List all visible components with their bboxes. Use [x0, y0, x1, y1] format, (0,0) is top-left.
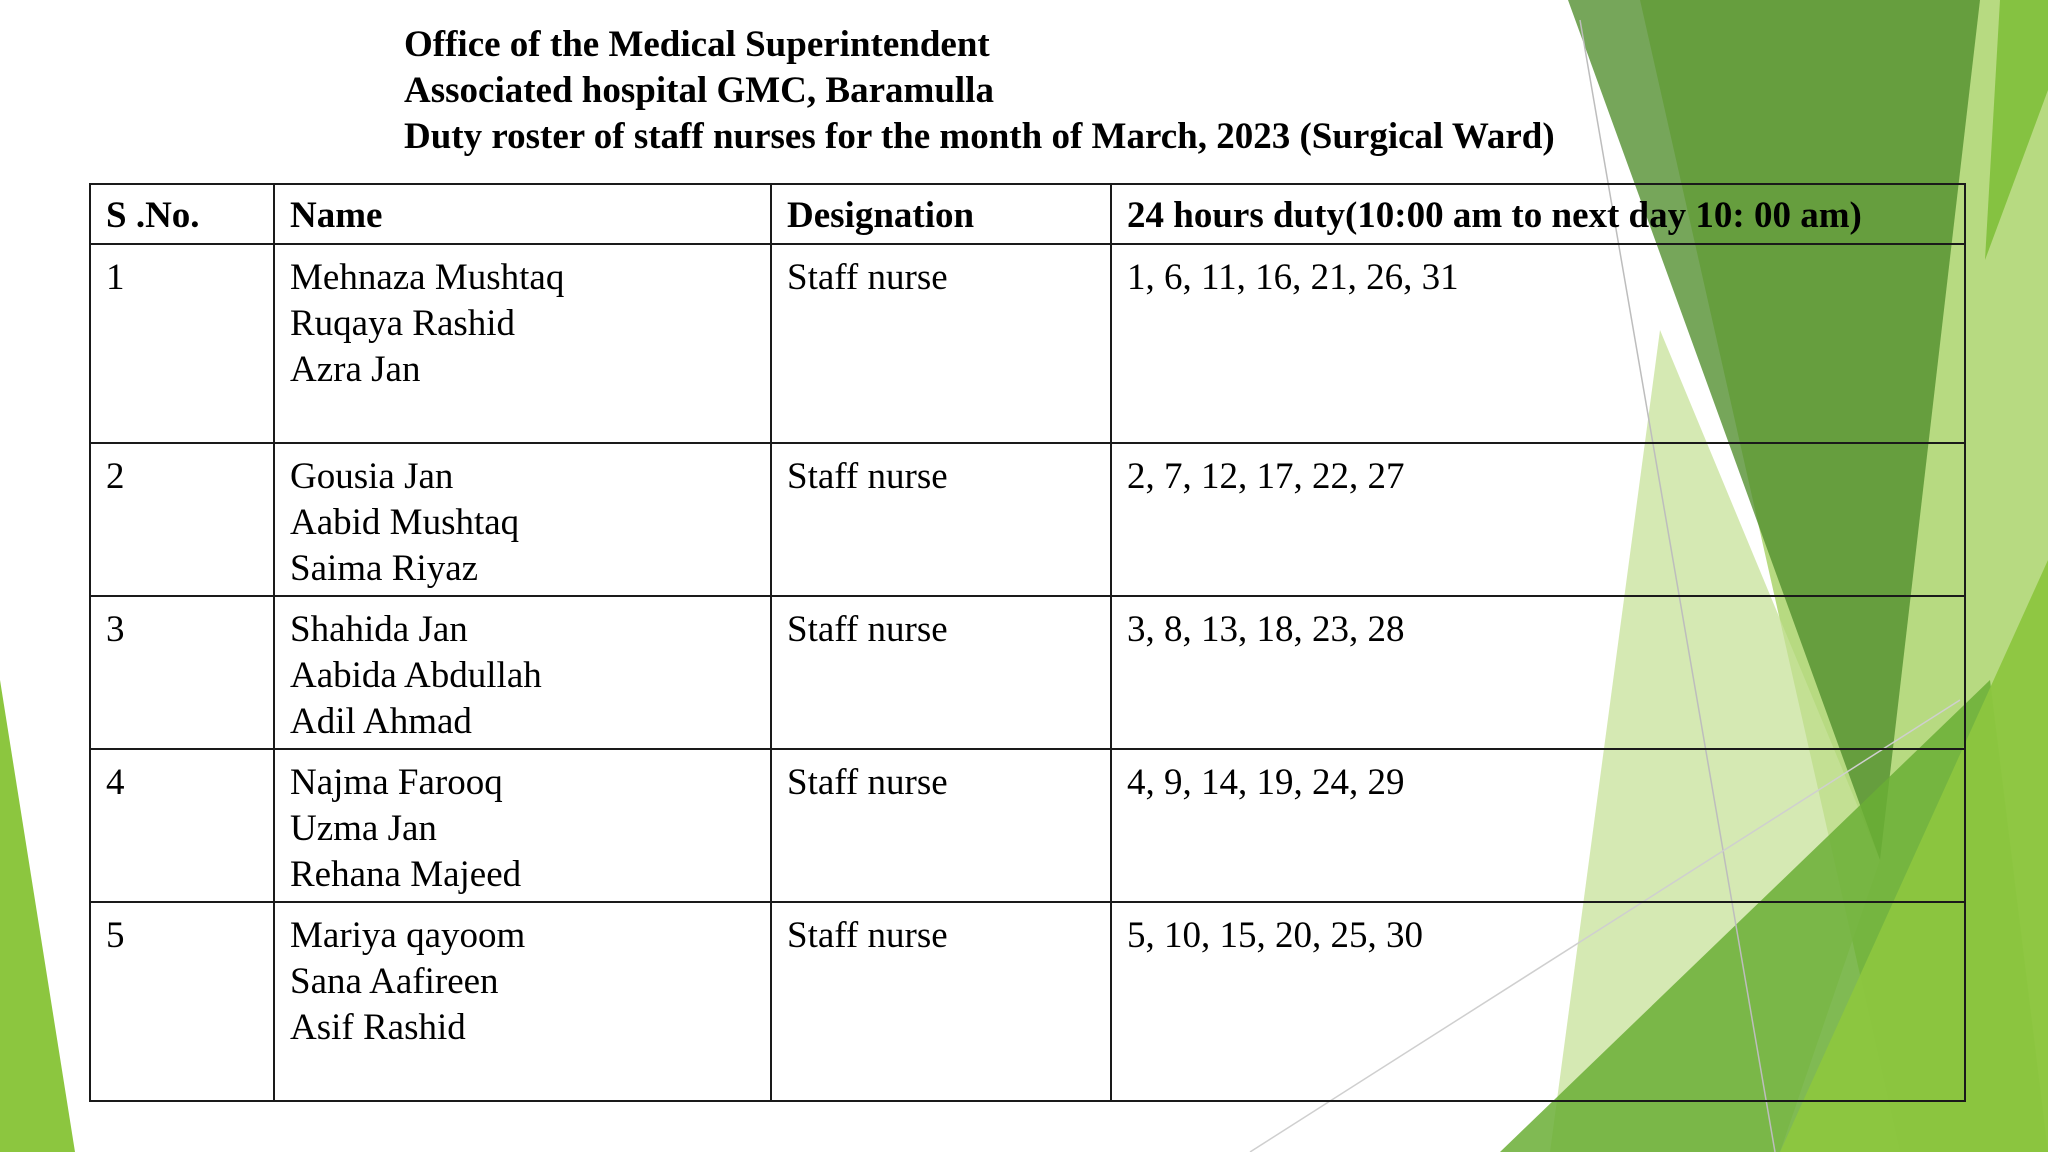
column-header-designation: Designation	[771, 184, 1111, 244]
office-title: Office of the Medical Superintendent	[404, 24, 990, 65]
cell-sno: 4	[90, 749, 274, 902]
column-header-name: Name	[274, 184, 771, 244]
nurse-name: Mariya qayoom	[290, 915, 526, 956]
table-row	[90, 749, 1965, 902]
cell-names	[274, 596, 771, 749]
nurse-name: Sana Aafireen	[290, 961, 499, 1002]
table-header-row	[90, 184, 1965, 244]
cell-designation: Staff nurse	[771, 596, 1111, 749]
column-header-sno: S .No.	[90, 184, 274, 244]
nurse-name: Azra Jan	[290, 349, 421, 390]
nurse-name: Ruqaya Rashid	[290, 303, 516, 344]
cell-designation: Staff nurse	[771, 244, 1111, 443]
cell-sno: 2	[90, 443, 274, 596]
cell-names	[274, 902, 771, 1101]
document-header	[404, 22, 1555, 160]
cell-designation: Staff nurse	[771, 749, 1111, 902]
nurse-name: Rehana Majeed	[290, 854, 522, 895]
nurse-name: Uzma Jan	[290, 808, 437, 849]
cell-sno: 3	[90, 596, 274, 749]
cell-duty-days: 1, 6, 11, 16, 21, 26, 31	[1111, 244, 1965, 443]
cell-duty-days: 3, 8, 13, 18, 23, 28	[1111, 596, 1965, 749]
duty-roster-table	[89, 183, 1966, 1102]
nurse-name: Gousia Jan	[290, 456, 454, 497]
nurse-name: Aabida Abdullah	[290, 655, 542, 696]
cell-designation: Staff nurse	[771, 902, 1111, 1101]
cell-duty-days: 4, 9, 14, 19, 24, 29	[1111, 749, 1965, 902]
cell-names	[274, 443, 771, 596]
cell-sno: 1	[90, 244, 274, 443]
table-row	[90, 443, 1965, 596]
left-green-shard	[0, 680, 75, 1152]
nurse-name: Adil Ahmad	[290, 701, 472, 742]
cell-names	[274, 244, 771, 443]
cell-names	[274, 749, 771, 902]
hospital-name: Associated hospital GMC, Baramulla	[404, 70, 994, 111]
nurse-name: Saima Riyaz	[290, 548, 479, 589]
nurse-name: Mehnaza Mushtaq	[290, 257, 565, 298]
cell-designation: Staff nurse	[771, 443, 1111, 596]
cell-duty-days: 2, 7, 12, 17, 22, 27	[1111, 443, 1965, 596]
table-row	[90, 596, 1965, 749]
table-row	[90, 244, 1965, 443]
nurse-name: Asif Rashid	[290, 1007, 466, 1048]
cell-sno: 5	[90, 902, 274, 1101]
column-header-duty: 24 hours duty(10:00 am to next day 10: 00 am)	[1111, 184, 1965, 244]
cell-duty-days: 5, 10, 15, 20, 25, 30	[1111, 902, 1965, 1101]
nurse-name: Shahida Jan	[290, 609, 468, 650]
nurse-name: Najma Farooq	[290, 762, 503, 803]
nurse-name: Aabid Mushtaq	[290, 502, 520, 543]
roster-title: Duty roster of staff nurses for the month of March, 2023 (Surgical Ward)	[404, 116, 1555, 157]
table-row	[90, 902, 1965, 1101]
